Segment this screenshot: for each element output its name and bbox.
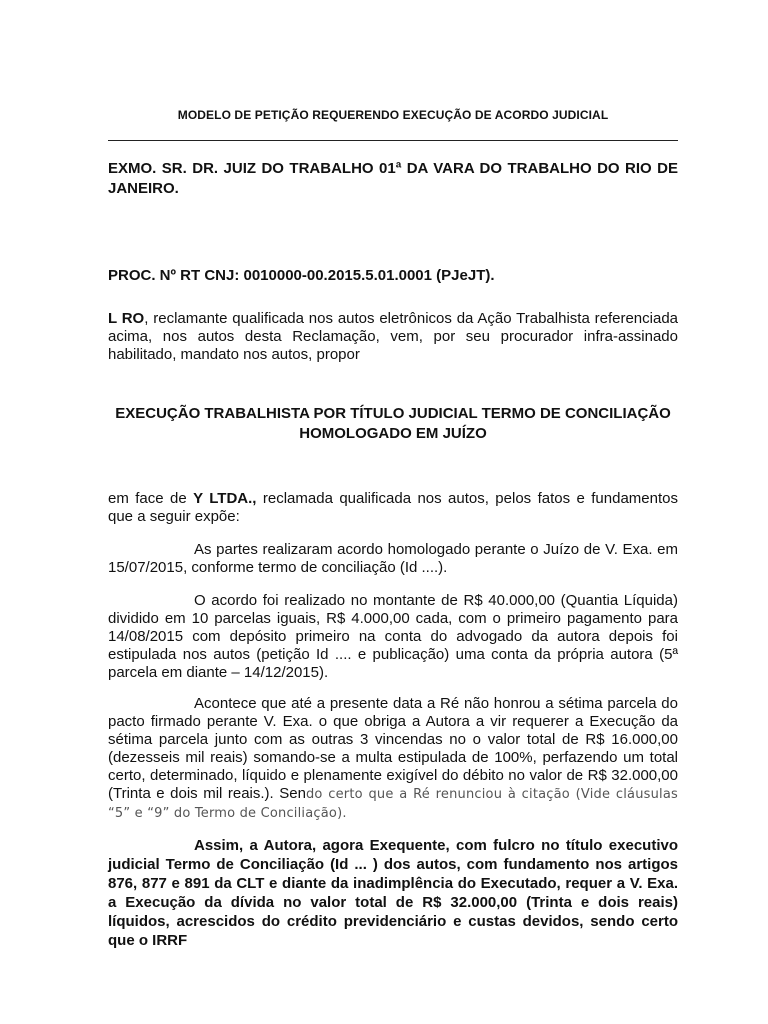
paragraph-amount-text: O acordo foi realizado no montante de R$ 40.000,00 (Quantia Líquida) dividido em 10 parcelas iguais, R$ 4.000,00 cada, com o primeiro pagamento para 14/08/2015 com depósito primeiro na conta do advogado da autora depois foi estipulada nos autos (petição Id .... e publicação) uma conta da própria autora (5ª parcela em diante – 14/12/2015). bbox=[108, 592, 678, 681]
document-title: MODELO DE PETIÇÃO REQUERENDO EXECUÇÃO DE ACORDO JUDICIAL bbox=[177, 108, 609, 122]
defendant-text: reclamada qualificada nos autos, pelos fatos e fundamentos que a seguir expõe: bbox=[108, 490, 678, 525]
process-number: PROC. Nº RT CNJ: 0010000-00.2015.5.01.0001 (PJeJT). bbox=[108, 267, 495, 284]
addressee: EXMO. SR. DR. JUIZ DO TRABALHO 01ª DA VARA DO TRABALHO DO RIO DE JANEIRO. bbox=[108, 160, 678, 197]
paragraph-default-tail: do certo que a Ré renunciou à citação (Vide cláusulas “5” e “9” do Termo de Conciliação). bbox=[108, 787, 678, 821]
paragraph-default bbox=[108, 695, 678, 823]
action-heading: EXECUÇÃO TRABALHISTA POR TÍTULO JUDICIAL TERMO DE CONCILIAÇÃO HOMOLOGADO EM JUÍZO bbox=[115, 405, 671, 442]
intro-paragraph bbox=[108, 310, 678, 364]
paragraph-agreement-text: As partes realizaram acordo homologado perante o Juízo de V. Exa. em 15/07/2015, conforme termo de conciliação (Id ....). bbox=[108, 541, 678, 576]
defendant-name: Y LTDA., bbox=[193, 490, 257, 507]
defendant-paragraph bbox=[108, 490, 678, 526]
plaintiff-name: L RO bbox=[108, 310, 145, 327]
paragraph-agreement bbox=[108, 541, 678, 577]
intro-text: , reclamante qualificada nos autos eletrônicos da Ação Trabalhista referenciada acima, nos autos desta Reclamação, vem, por seu procurador infra-assinado habilitado, mandato nos autos, propor bbox=[108, 310, 679, 363]
paragraph-amount bbox=[108, 592, 678, 682]
defendant-prefix: em face de bbox=[108, 490, 194, 507]
paragraph-request bbox=[108, 836, 678, 950]
paragraph-default-text: Acontece que até a presente data a Ré não honrou a sétima parcela do pacto firmado perante V. Exa. o que obriga a Autora a vir requerer a Execução da sétima parcela junto com as outras 3 vincendas no o valor total de R$ 16.000,00 (dezesseis mil reais) somando-se a multa estipulada de 100%, perfazendo um total certo, determinado, líquido e plenamente exigível do débito no valor de R$ 32.000,00 (Trinta e dois mil reais.). Sen bbox=[108, 695, 678, 802]
title-divider bbox=[108, 140, 678, 141]
paragraph-request-text: Assim, a Autora, agora Exequente, com fulcro no título executivo judicial Termo de Conciliação (Id ... ) dos autos, com fundamento nos artigos 876, 877 e 891 da CLT e diante da inadimplência do Executado, requer a V. Exa. a Execução da dívida no valor total de R$ 32.000,00 (Trinta e dois reais) líquidos, acrescidos do crédito previdenciário e custas devidos, sendo certo que o IRRF bbox=[108, 837, 678, 949]
